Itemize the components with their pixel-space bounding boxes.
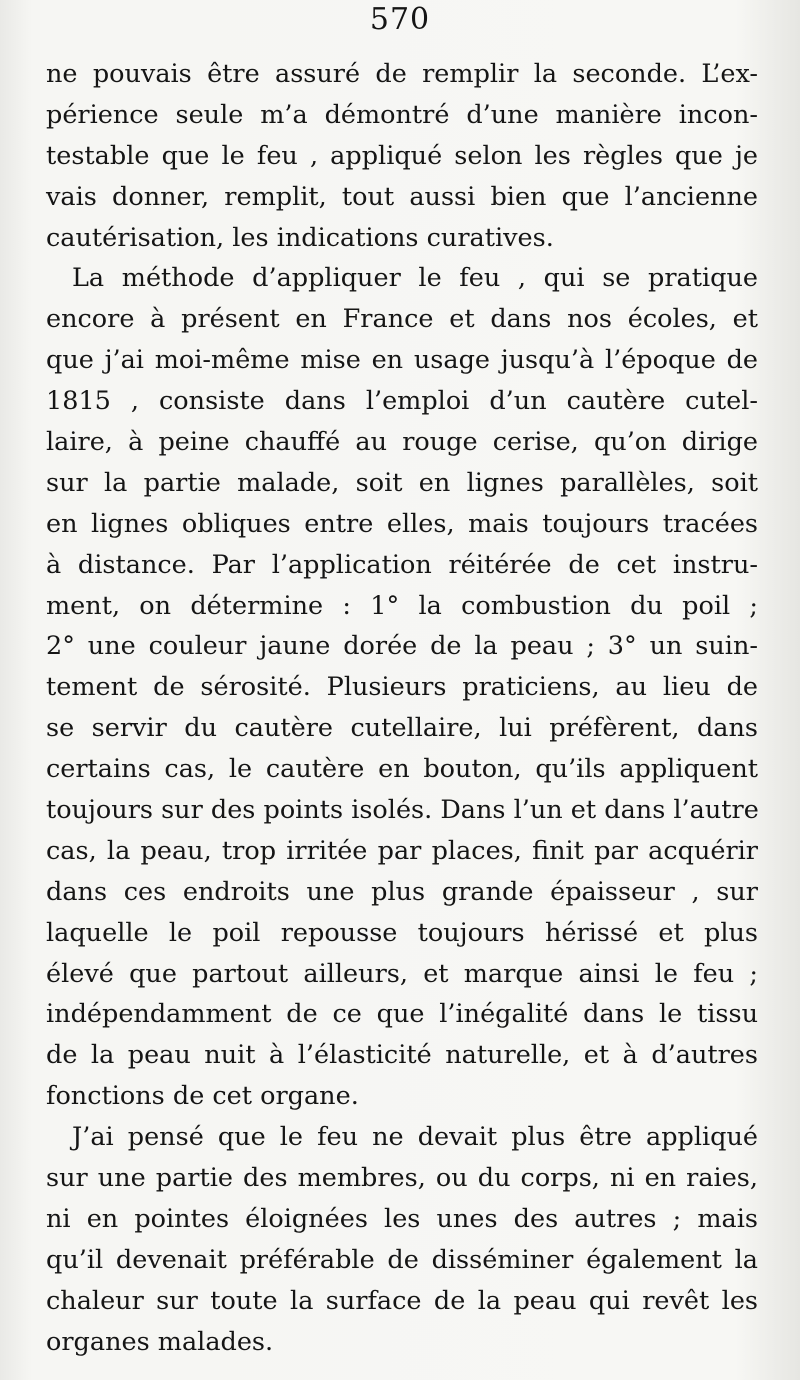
text-line: ment, on détermine : 1° la combustion du poil ; [46,590,758,621]
text-line: 2° une couleur jaune dorée de la peau ; 3° un suin- [46,631,758,662]
text-line: qu’il devenait préférable de disséminer également la [46,1244,758,1275]
paragraph [46,1117,758,1362]
text-line: certains cas, le cautère en bouton, qu’ils appliquent [46,754,758,785]
text-line: de la peau nuit à l’élasticité naturelle, et à d’autres [46,1040,758,1071]
text-line: périence seule m’a démontré d’une manière incon- [46,99,758,130]
text-line: organes malades. [46,1326,274,1357]
text-line: sur la partie malade, soit en lignes parallèles, soit [46,467,758,498]
text-line: ne pouvais être assuré de remplir la seconde. L’ex- [46,59,758,89]
paragraph [46,258,758,1117]
text-line: laire, à peine chauffé au rouge cerise, qu’on dirige [46,427,758,458]
text-line: dans ces endroits une plus grande épaisseur , sur [46,876,758,907]
text-line: sur une partie des membres, ou du corps, ni en raies, [46,1163,758,1194]
text-line: La méthode d’appliquer le feu , qui se pratique [72,263,758,294]
text-line: à distance. Par l’application réitérée de cet instru- [46,549,758,580]
text-line: vais donner, remplit, tout aussi bien que l’ancienne [46,181,758,212]
text-line: cautérisation, les indications curatives. [46,222,554,253]
text-line: tement de sérosité. Plusieurs praticiens, au lieu de [46,672,758,703]
page-number: 570 [369,2,431,37]
text-line: chaleur sur toute la surface de la peau qui revêt les [46,1285,758,1316]
text-line: indépendamment de ce que l’inégalité dans le tissu [46,999,758,1030]
paragraph [46,54,758,258]
text-line: toujours sur des points isolés. Dans l’un et dans l’autre [46,795,759,826]
text-line: cas, la peau, trop irritée par places, finit par acquérir [46,835,758,866]
text-line: élevé que partout ailleurs, et marque ainsi le feu ; [46,958,758,989]
body-text [46,54,758,1363]
text-line: 1815 , consiste dans l’emploi d’un cautère cutel- [46,386,758,417]
text-line: que j’ai moi-même mise en usage jusqu’à l’époque de [46,345,758,376]
text-line: testable que le feu , appliqué selon les règles que je [46,140,758,171]
text-line: J’ai pensé que le feu ne devait plus être appliqué [72,1122,758,1153]
text-line: se servir du cautère cutellaire, lui préfèrent, dans [46,713,758,744]
text-line: laquelle le poil repousse toujours hérissé et plus [46,917,758,948]
text-line: en lignes obliques entre elles, mais toujours tracées [46,508,758,539]
text-line: fonctions de cet organe. [46,1081,359,1112]
text-line: ni en pointes éloignées les unes des autres ; mais [46,1203,758,1234]
text-line: encore à présent en France et dans nos écoles, et [46,304,758,335]
